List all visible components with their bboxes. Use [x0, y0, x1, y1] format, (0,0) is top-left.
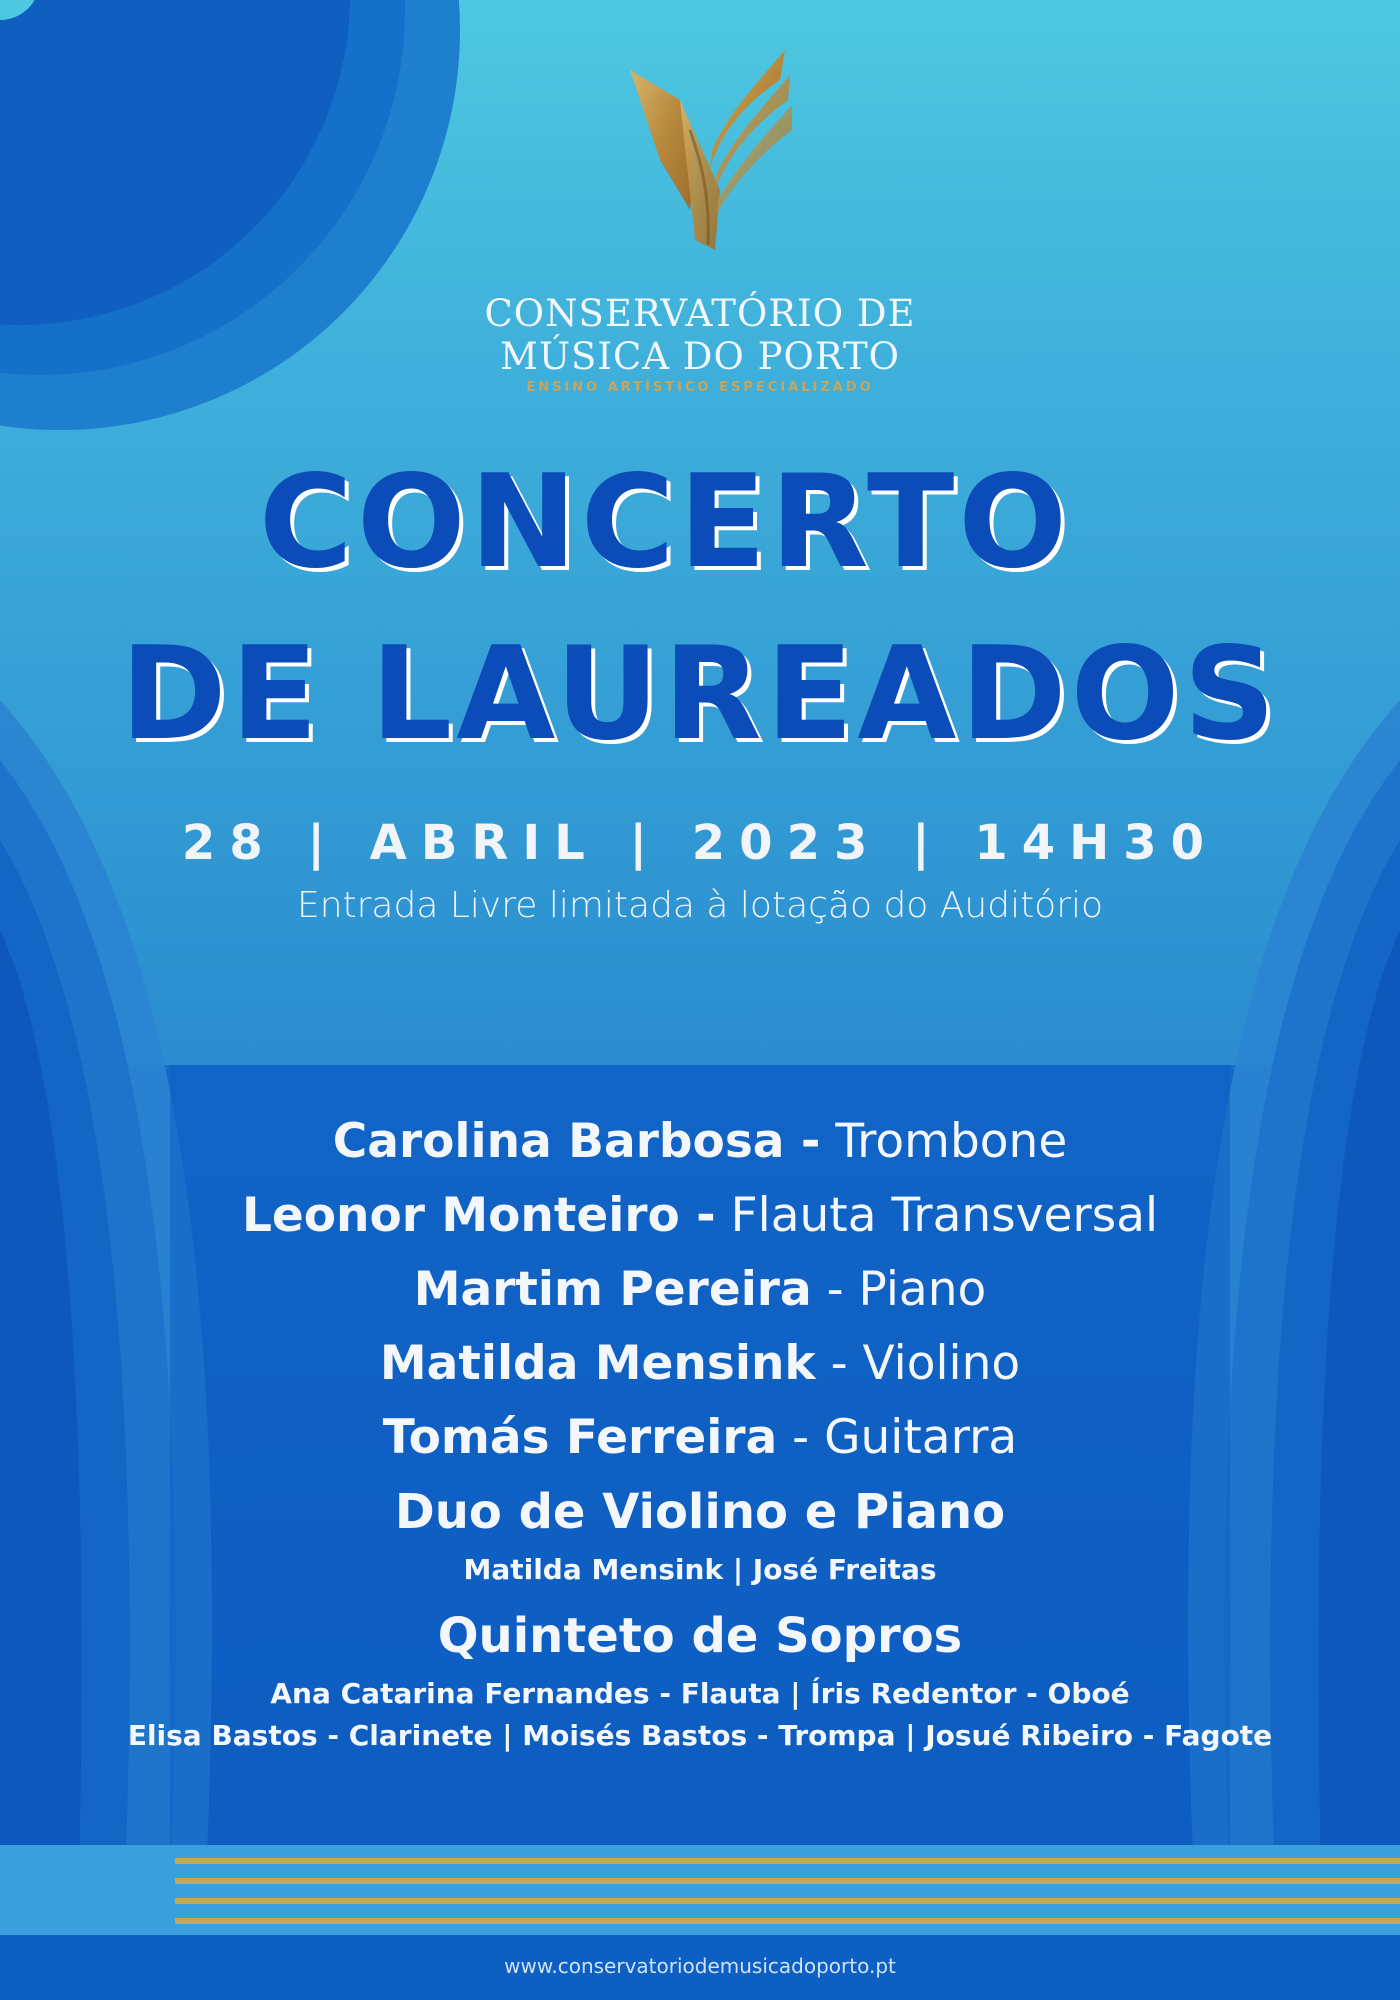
performer-instrument: Trombone	[820, 1114, 1068, 1169]
quintet-members-line-2: Elisa Bastos - Clarinete | Moisés Bastos - Trompa | Josué Ribeiro - Fagote	[127, 1719, 1273, 1752]
performer-name: Tomás Ferreira	[382, 1410, 778, 1465]
organization-tagline: ENSINO ARTÍSTICO ESPECIALIZADO	[526, 380, 874, 395]
event-title-line-1: CONCERTO	[258, 448, 1072, 597]
performer-name: Matilda Mensink	[379, 1336, 816, 1391]
website-link[interactable]: www.conservatoriodemusicadoporto.pt	[504, 1954, 896, 1978]
performer-line	[0, 1179, 1400, 1253]
event-title-line-2: DE LAUREADOS	[120, 620, 1280, 769]
duo-members: Matilda Mensink | José Freitas	[463, 1553, 937, 1586]
performer-instrument: - Guitarra	[777, 1410, 1018, 1465]
performer-name: Carolina Barbosa -	[332, 1114, 821, 1169]
entry-info: Entrada Livre limitada à lotação do Auditório	[296, 885, 1104, 926]
performer-line	[0, 1253, 1400, 1327]
performer-line	[0, 1105, 1400, 1179]
duo-title: Duo de Violino e Piano	[394, 1484, 1006, 1540]
performer-name: Martim Pereira	[413, 1262, 812, 1317]
performers-list	[0, 1105, 1400, 1757]
performer-line	[0, 1327, 1400, 1401]
organization-name-line-1: CONSERVATÓRIO DE	[484, 292, 916, 335]
performer-instrument: - Violino	[815, 1336, 1021, 1391]
stylized-gold-wing-logo-icon	[620, 40, 800, 260]
performer-instrument: Flauta Transversal	[715, 1188, 1159, 1243]
performer-line	[0, 1401, 1400, 1475]
organization-name-line-2: MÚSICA DO PORTO	[499, 335, 901, 378]
performer-instrument: - Piano	[811, 1262, 987, 1317]
performer-name: Leonor Monteiro -	[241, 1188, 716, 1243]
event-date-time: 28 | ABRIL | 2023 | 14H30	[181, 815, 1219, 871]
quintet-title: Quinteto de Sopros	[437, 1608, 963, 1664]
quintet-members-line-1: Ana Catarina Fernandes - Flauta | Íris Redentor - Oboé	[270, 1677, 1130, 1710]
